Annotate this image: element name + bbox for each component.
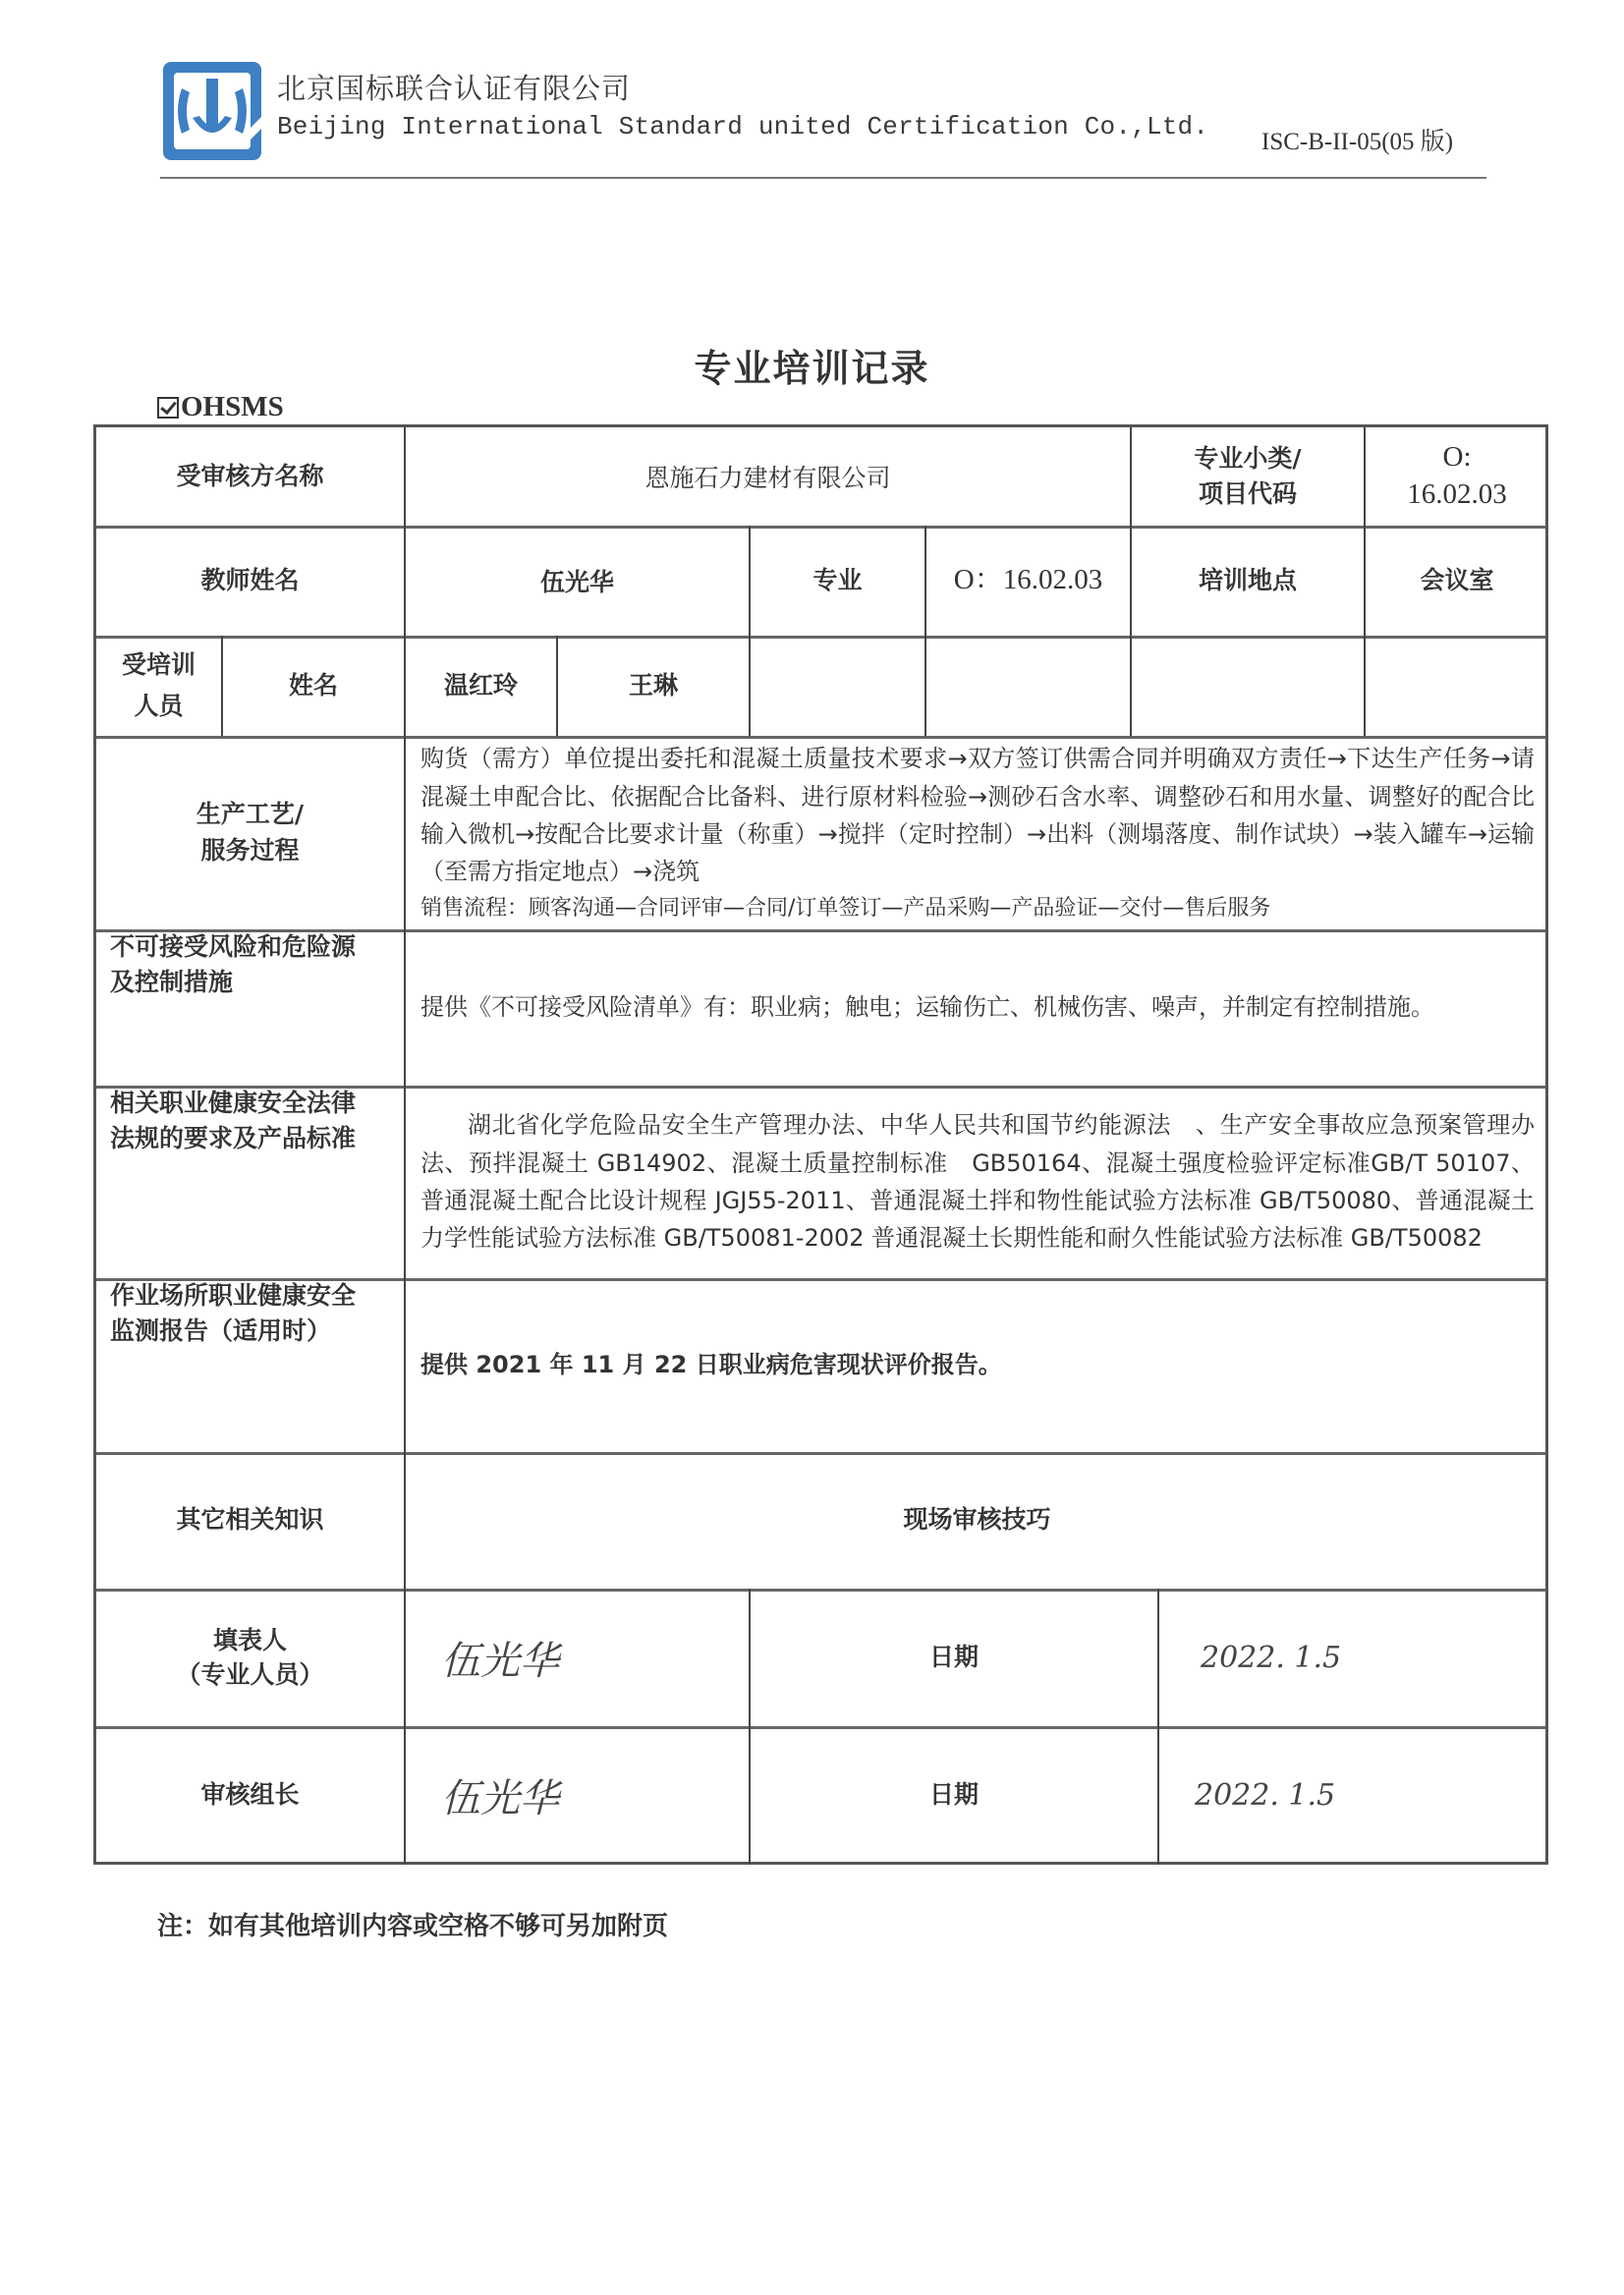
process-label-line1: 生产工艺/	[196, 800, 305, 829]
document-title: 专业培训记录	[694, 347, 930, 390]
other-knowledge-value: 现场审核技巧	[903, 1505, 1051, 1535]
risk-label	[96, 929, 404, 1086]
specialty-label: 专业	[812, 565, 863, 594]
filler-label-line1: 填表人	[212, 1626, 287, 1654]
process-label-line2: 服务过程	[200, 835, 300, 865]
production-process-text: 购货（需方）单位提出委托和混凝土质量技术要求→双方签订供需合同并明确双方责任→下达生产任务→请混凝土申配合比、依据配合比备料、进行原材料检验→测砂石含水率、调整砂石和用水量、调整好的配合比输入微机→按配合比要求计量（称重）→搅拌（定时控制）→出料（测塌落度、制作试块）→装入罐车→运输（至需方指定地点）→浇筑	[420, 745, 1535, 886]
location-value: 会议室	[1420, 565, 1494, 594]
company-name-en: Beijing International Standard united Certification Co.,Ltd.	[277, 112, 1209, 141]
auditee-label: 受审核方名称	[176, 461, 324, 490]
auditee-value: 恩施石力建材有限公司	[644, 464, 891, 492]
law-label-line2: 法规的要求及产品标准	[110, 1124, 357, 1153]
law-text: 湖北省化学危险品安全生产管理办法、中华人民共和国节约能源法 、生产安全事故应急预案管理办法、预拌混凝土 GB14902、混凝土质量控制标准 GB50164、混凝土强度检验评定标准GB/T 50107、普通混凝土配合比设计规程 JGJ55-2011、普通混凝土拌和物性能试验方法标准 GB/T50080、普通混凝土力学性能试验方法标准 GB/T50081-2002 普通混凝土长期性能和耐久性能试验方法标准 GB/T50082	[420, 1111, 1535, 1253]
trainee-name-label: 姓名	[288, 670, 338, 700]
filler-signature: 伍光华	[441, 1638, 559, 1684]
sales-process-text: 销售流程：顾客沟通—合同评审—合同/订单签订—产品采购—产品验证—交付—售后服务	[420, 895, 1271, 921]
risk-description	[406, 929, 1548, 1086]
teacher-value: 伍光华	[539, 568, 614, 596]
company-name-cn: 北京国标联合认证有限公司	[277, 72, 632, 105]
law-description	[406, 1086, 1548, 1278]
category-label-line1: 专业小类/	[1194, 443, 1302, 473]
trainee-name	[1132, 636, 1364, 736]
trainees-label	[96, 636, 221, 736]
monitor-label	[96, 1278, 404, 1452]
trainee-name	[751, 636, 924, 736]
checkbox-checked-icon	[157, 397, 179, 419]
filler-date-value: 2022. 1.5	[1201, 1640, 1342, 1675]
monitor-text: 提供 2021 年 11 月 22 日职业病危害现状评价报告。	[420, 1351, 1002, 1379]
form-code: ISC-B-II-05(05 版)	[1261, 129, 1454, 155]
category-value-line2: 16.02.03	[1407, 478, 1507, 510]
filler-date-label: 日期	[928, 1642, 979, 1671]
law-label-line1: 相关职业健康安全法律	[110, 1089, 357, 1117]
footnote: 注：如有其他培训内容或空格不够可另加附页	[157, 1912, 669, 1941]
risk-label-line1: 不可接受风险和危险源	[110, 932, 357, 961]
process-label	[96, 736, 404, 929]
trainee-name: 温红玲	[443, 670, 518, 700]
filler-label	[96, 1589, 404, 1726]
filler-label-line2: （专业人员）	[176, 1660, 324, 1689]
law-label	[96, 1086, 404, 1278]
training-record-table	[93, 424, 1548, 1865]
category-value-line1: O:	[1442, 441, 1472, 474]
risk-label-line2: 及控制措施	[110, 968, 234, 997]
team-leader-signature: 伍光华	[441, 1776, 559, 1821]
monitor-label-line1: 作业场所职业健康安全	[110, 1281, 357, 1310]
scheme-label: OHSMS	[181, 391, 284, 422]
scheme-checkbox[interactable]	[157, 391, 284, 423]
process-description	[406, 736, 1548, 929]
category-value	[1366, 427, 1548, 526]
team-leader-label: 审核组长	[200, 1780, 300, 1810]
trainee-name	[1366, 636, 1548, 736]
trainees-label-line2: 人员	[134, 692, 184, 720]
header-divider	[160, 177, 1486, 179]
certification-logo-icon	[160, 59, 264, 163]
teacher-label: 教师姓名	[200, 565, 300, 594]
specialty-value: O：16.02.03	[953, 564, 1103, 596]
trainee-name	[926, 636, 1130, 736]
other-knowledge-label: 其它相关知识	[176, 1505, 324, 1535]
location-label: 培训地点	[1198, 565, 1297, 594]
category-label-line2: 项目代码	[1198, 479, 1297, 508]
risk-text: 提供《不可接受风险清单》有：职业病；触电；运输伤亡、机械伤害、噪声，并制定有控制措施。	[420, 993, 1434, 1022]
team-leader-date-value: 2022. 1.5	[1195, 1778, 1336, 1813]
monitor-description	[406, 1278, 1548, 1452]
team-leader-date-label: 日期	[928, 1780, 979, 1810]
monitor-label-line2: 监测报告（适用时）	[110, 1316, 332, 1346]
trainees-label-line1: 受培训	[121, 649, 196, 679]
category-label	[1132, 427, 1364, 526]
trainee-name: 王琳	[628, 670, 678, 700]
